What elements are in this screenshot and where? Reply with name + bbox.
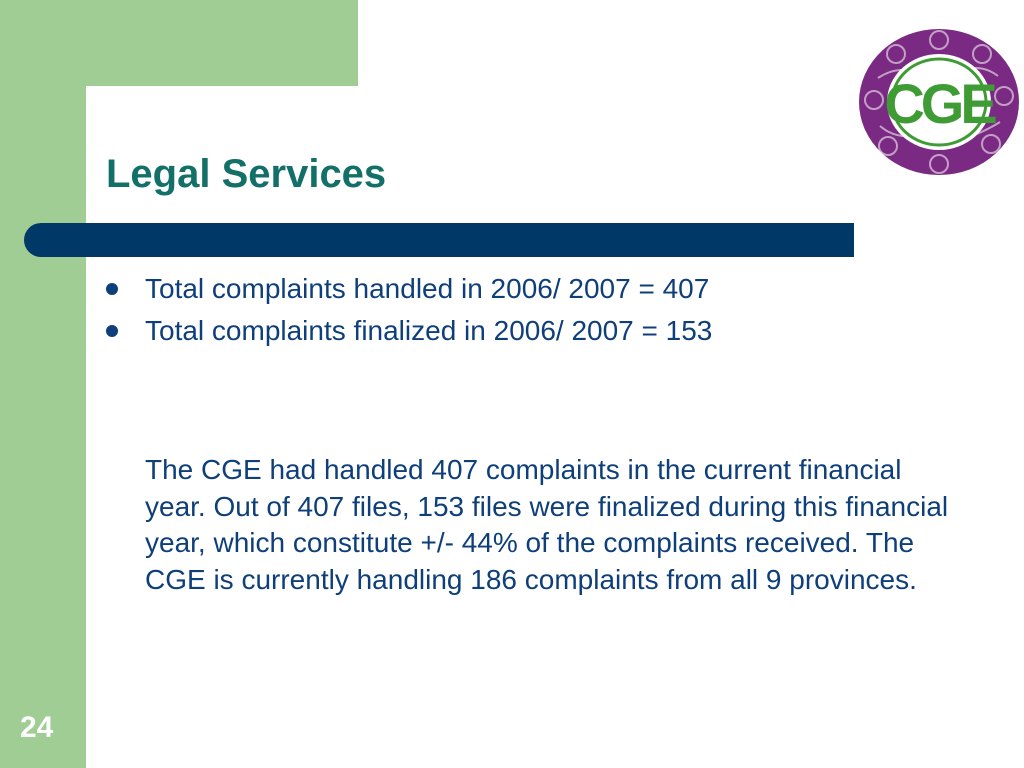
bullet-list xyxy=(106,268,712,352)
bullet-dot-icon xyxy=(106,325,118,337)
title-divider-bar xyxy=(24,223,854,257)
bullet-item xyxy=(106,310,712,352)
cge-logo xyxy=(856,26,1022,178)
slide-number: 24 xyxy=(20,711,54,744)
green-top-band xyxy=(0,0,358,86)
summary-paragraph: The CGE had handled 407 complaints in the current financial year. Out of 407 files, 153 files were finalized during this financial year, which constitute +/- 44% of the complaints received. The CGE is currently handling 186 complaints from all 9 provinces. xyxy=(145,454,949,595)
bullet-dot-icon xyxy=(106,283,118,295)
bullet-item xyxy=(106,268,712,310)
logo-text: CGE xyxy=(884,72,994,135)
green-side-band xyxy=(0,0,86,768)
bullet-text: Total complaints handled in 2006/ 2007 = 407 xyxy=(145,273,710,304)
bullet-text: Total complaints finalized in 2006/ 2007 = 153 xyxy=(145,315,713,346)
slide-title: Legal Services xyxy=(106,152,387,196)
